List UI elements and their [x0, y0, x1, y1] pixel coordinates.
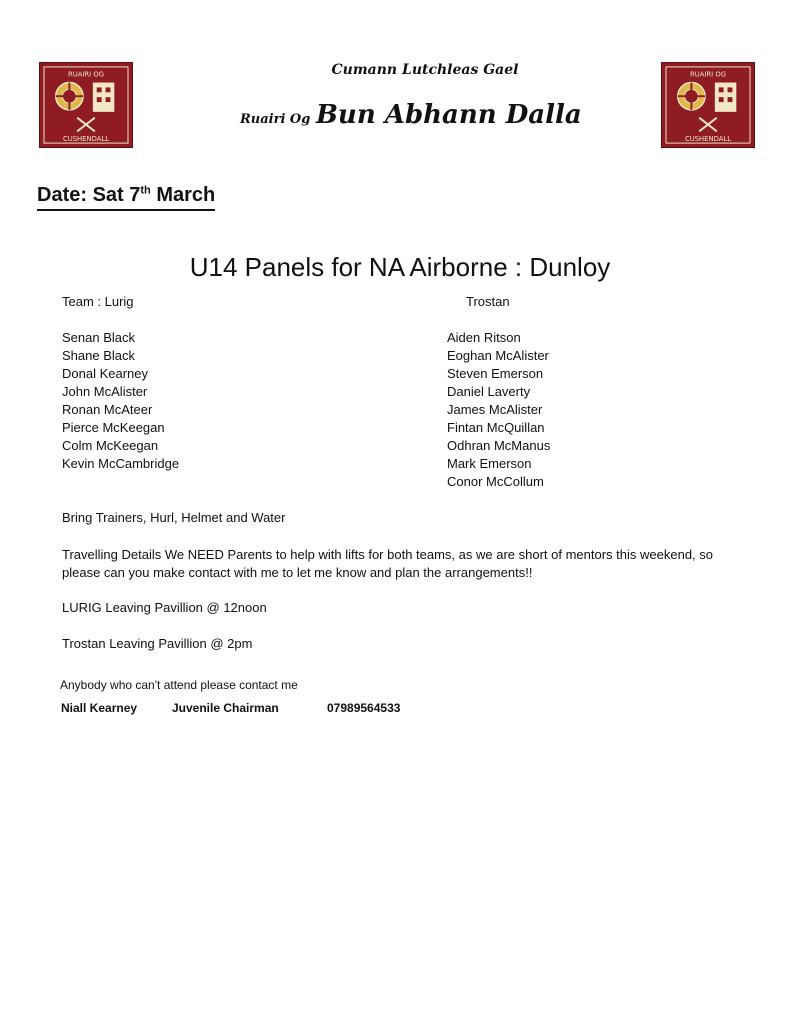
- club-name-prefix: Ruairi Og: [240, 112, 311, 127]
- player-name: Odhran McManus: [447, 438, 551, 453]
- player-name: John McAlister: [62, 384, 148, 399]
- trostan-departure: Trostan Leaving Pavillion @ 2pm: [62, 636, 253, 651]
- player-name: Donal Kearney: [62, 366, 148, 381]
- crest-text-top: RUAIRI OG: [67, 70, 105, 79]
- page-title: U14 Panels for NA Airborne : Dunloy: [189, 252, 611, 282]
- contact-name: Niall Kearney: [61, 701, 138, 715]
- date-month: March: [150, 184, 216, 206]
- player-name: Mark Emerson: [447, 456, 532, 471]
- event-date: [37, 184, 215, 211]
- crest-emblem-icon: [662, 63, 754, 147]
- player-name: Ronan McAteer: [62, 402, 153, 417]
- crest-text-bottom: CUSHENDALL: [684, 135, 732, 144]
- lurig-departure: LURIG Leaving Pavillion @ 12noon: [62, 600, 267, 615]
- player-name: Kevin McCambridge: [62, 456, 180, 471]
- player-name: Aiden Ritson: [447, 330, 521, 345]
- team-heading-trostan: Trostan: [466, 294, 510, 309]
- player-name: Conor McCollum: [447, 474, 544, 489]
- club-name-main: Bun Abhann Dalla: [315, 100, 582, 130]
- club-name-irish: Cumann Lutchleas Gael: [331, 62, 519, 78]
- player-name: Eoghan McAlister: [447, 348, 549, 363]
- player-name: Colm McKeegan: [62, 438, 159, 453]
- player-name: Shane Black: [62, 348, 135, 363]
- date-suffix: th: [140, 184, 151, 197]
- club-name-line: [240, 100, 582, 130]
- team-list-trostan: [447, 329, 550, 491]
- contact-role: Juvenile Chairman: [172, 701, 279, 715]
- player-name: Steven Emerson: [447, 366, 544, 381]
- team-list-lurig: [62, 329, 179, 473]
- team-heading-lurig: Team : Lurig: [62, 294, 134, 309]
- absence-note: Anybody who can't attend please contact me: [60, 678, 298, 692]
- club-crest-right: [661, 62, 755, 148]
- equipment-note: Bring Trainers, Hurl, Helmet and Water: [62, 510, 286, 525]
- crest-text-top: RUAIRI OG: [689, 70, 727, 79]
- player-name: Fintan McQuillan: [447, 420, 545, 435]
- crest-text-bottom: CUSHENDALL: [62, 135, 110, 144]
- date-prefix: Date: Sat 7: [37, 184, 141, 206]
- club-crest-left: [39, 62, 133, 148]
- player-name: Daniel Laverty: [447, 384, 531, 399]
- player-name: Senan Black: [62, 330, 135, 345]
- contact-phone: 07989564533: [327, 701, 401, 715]
- crest-emblem-icon: [40, 63, 132, 147]
- player-name: Pierce McKeegan: [62, 420, 165, 435]
- player-name: James McAlister: [447, 402, 543, 417]
- travel-details: Travelling Details We NEED Parents to help with lifts for both teams, as we are short of mentors this weekend, so please can you make contact with me to let me know and plan the arrangements!!: [62, 547, 714, 580]
